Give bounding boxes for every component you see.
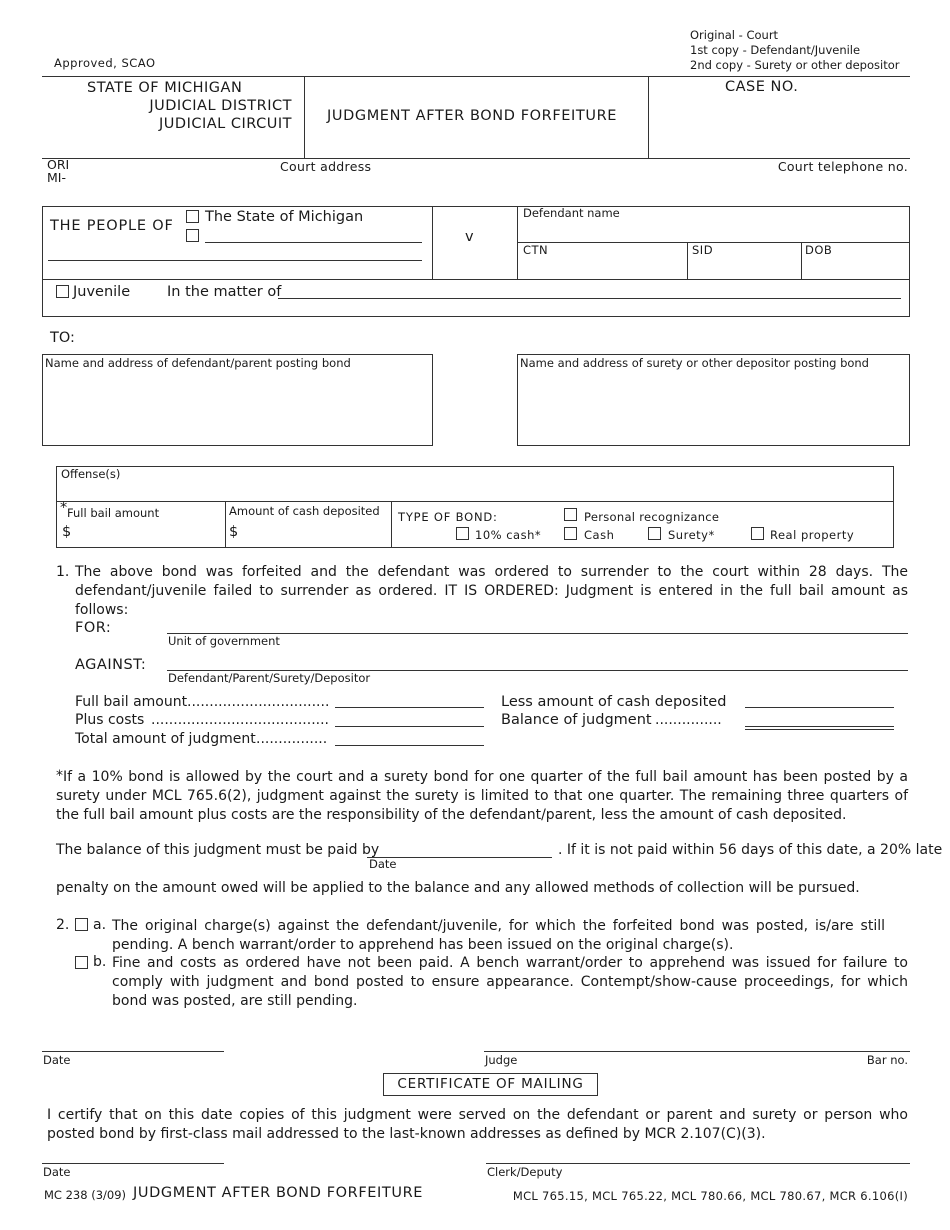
juvenile-checkbox[interactable] [56,285,69,298]
cash-deposited-dollar: $ [229,524,239,540]
surety-label: Surety* [668,528,715,542]
judge-signature-field[interactable] [484,1051,910,1052]
section-2a-text: The original charge(s) against the defendant/juvenile, for which the forfeited bond was posted, is/are still pending. A bench warrant/order to apprehend has been issued on the original charge(s). [112,918,885,953]
plus-costs-dots: ........................................ [151,712,330,728]
less-cash-label: Less amount of cash deposited [501,694,727,710]
certificate-text: I certify that on this date copies of this judgment were served on the defendant or parent and surety or person who posted bond by first-class mail addressed to the last-known addresses as defined by MCR 2.107(C)(3). [47,1107,908,1142]
judicial-circuit: JUDICIAL CIRCUIT [159,116,292,132]
defendant-name-label: Defendant name [523,206,620,220]
against-label: AGAINST: [75,657,147,673]
balance-double-rule [745,729,894,730]
for-label: FOR: [75,620,112,636]
defendant-address-label: Name and address of defendant/parent posting bond [45,356,351,370]
court-telephone-label: Court telephone no. [777,159,908,174]
section-2a-checkbox[interactable] [75,918,88,931]
in-matter-of-field[interactable] [278,298,901,299]
parties-divider-left [432,206,433,279]
personal-recognizance-checkbox[interactable] [564,508,577,521]
header-divider-1 [304,76,305,158]
bond-table-divider-2 [391,501,392,548]
note-asterisk: * [56,768,63,784]
full-bail-label: Full bail amount [67,506,160,520]
total-judgment-field[interactable] [335,745,484,746]
approved-scao: Approved, SCAO [54,56,156,70]
judgment-date-label: Date [43,1053,71,1067]
ori-block [47,158,69,184]
parties-mid-rule [42,279,910,280]
court-address-label: Court address [280,159,372,174]
plus-costs-field[interactable] [335,726,484,727]
in-matter-of-label: In the matter of [167,284,282,300]
section-2b-checkbox[interactable] [75,956,88,969]
cash-checkbox[interactable] [564,527,577,540]
type-of-bond-label: TYPE OF BOND: [398,510,498,524]
balance-label: Balance of judgment [501,712,652,728]
dob-label: DOB [805,243,833,257]
balance-field[interactable] [745,726,894,727]
ori-label: ORI [47,157,70,172]
against-caption: Defendant/Parent/Surety/Depositor [168,671,371,685]
other-people-field[interactable] [205,242,422,243]
total-judgment-dots: ................ [256,731,328,747]
personal-recognizance-label: Personal recognizance [584,510,720,524]
mailing-date-label: Date [43,1165,71,1179]
form-number: MC 238 (3/09) [44,1188,127,1202]
cash-label: Cash [584,528,615,542]
other-people-checkbox[interactable] [186,229,199,242]
late-text: . If it is not paid within 56 days of this date, a 20% late [558,842,943,858]
full-bail-dots: ................................ [187,694,330,710]
full-bail-dollar: $ [62,524,72,540]
real-property-label: Real property [770,528,855,542]
to-label: TO: [50,330,75,346]
people-of-name-field[interactable] [48,260,422,261]
real-property-checkbox[interactable] [751,527,764,540]
header-top-rule [42,76,910,77]
section-2a-label: a. [93,917,107,933]
footer-statutes: MCL 765.15, MCL 765.22, MCL 780.66, MCL 780.67, MCR 6.106(I) [512,1189,908,1203]
mailing-date-field[interactable] [42,1163,224,1164]
people-of-label: THE PEOPLE OF [50,218,174,234]
section-2b-label: b. [93,954,107,970]
plus-costs-label: Plus costs [75,712,145,728]
cash-deposited-label: Amount of cash deposited [229,504,380,518]
versus-label: v [465,229,474,245]
less-cash-field[interactable] [745,707,894,708]
ten-percent-cash-checkbox[interactable] [456,527,469,540]
state-of-michigan: STATE OF MICHIGAN [87,80,243,96]
juvenile-label: Juvenile [73,284,131,300]
clerk-signature-field[interactable] [486,1163,910,1164]
unit-of-government-caption: Unit of government [168,634,280,648]
bond-table-divider-1 [225,501,226,548]
copy-distribution [690,28,899,73]
copy-original: Original - Court [690,28,779,42]
sid-label: SID [692,243,714,257]
section-2b-text: Fine and costs as ordered have not been paid. A bench warrant/order to apprehend was issued for failure to comply with judgment and bond posted to ensure appearance. Contempt/show-cause proceedings, for which bond was posted, are still pending. [112,955,908,1009]
certificate-of-mailing-title: CERTIFICATE OF MAILING [383,1073,598,1096]
offenses-label: Offense(s) [61,467,121,481]
sid-dob-divider [801,242,802,279]
penalty-text: penalty on the amount owed will be applied to the balance and any allowed methods of collection will be pursued. [56,880,860,896]
payment-date-caption: Date [369,857,397,871]
bar-no-label: Bar no. [866,1053,908,1067]
section-1-text: The above bond was forfeited and the defendant was ordered to surrender to the court within 28 days. The defendant/juvenile failed to surrender as ordered. IT IS ORDERED: Judgment is entered in the full bail amount as follows: [75,564,908,618]
ctn-sid-divider [687,242,688,279]
judge-label: Judge [485,1053,518,1067]
judgment-date-field[interactable] [42,1051,224,1052]
full-bail-row-label: Full bail amount [75,694,188,710]
copy-first: 1st copy - Defendant/Juvenile [690,43,861,57]
copy-second: 2nd copy - Surety or other depositor [690,58,900,72]
clerk-label: Clerk/Deputy [487,1165,563,1179]
full-bail-amount-field[interactable] [335,707,484,708]
surety-address-label: Name and address of surety or other depositor posting bond [520,356,869,370]
total-judgment-label: Total amount of judgment [75,731,256,747]
judicial-district: JUDICIAL DISTRICT [149,98,292,114]
surety-checkbox[interactable] [648,527,661,540]
state-of-michigan-option: The State of Michigan [205,209,364,225]
case-no-label: CASE NO. [725,79,799,95]
ctn-label: CTN [523,243,549,257]
mi-prefix: MI- [47,170,66,185]
full-bail-asterisk: * [60,500,68,516]
surety-note: If a 10% bond is allowed by the court and a surety bond for one quarter of the full bail amount has been posted by a surety under MCL 765.6(2), judgment against the surety is limited to that one quarter. The remaining three quarters of the full bail amount plus costs are the responsibility of the defendant/parent, less the amount of cash deposited. [56,769,908,823]
section-1-number: 1. [56,564,70,580]
form-title: JUDGMENT AFTER BOND FORFEITURE [327,108,618,124]
balance-dots: ............... [655,712,722,728]
balance-paid-text: The balance of this judgment must be paid by [56,842,380,858]
footer-title: JUDGMENT AFTER BOND FORFEITURE [133,1185,424,1201]
defendant-row-rule [517,242,910,243]
section-2-number: 2. [56,917,70,933]
ten-percent-cash-label: 10% cash* [475,528,542,542]
bond-table-mid-rule [56,501,894,502]
header-divider-2 [648,76,649,158]
state-of-michigan-checkbox[interactable] [186,210,199,223]
